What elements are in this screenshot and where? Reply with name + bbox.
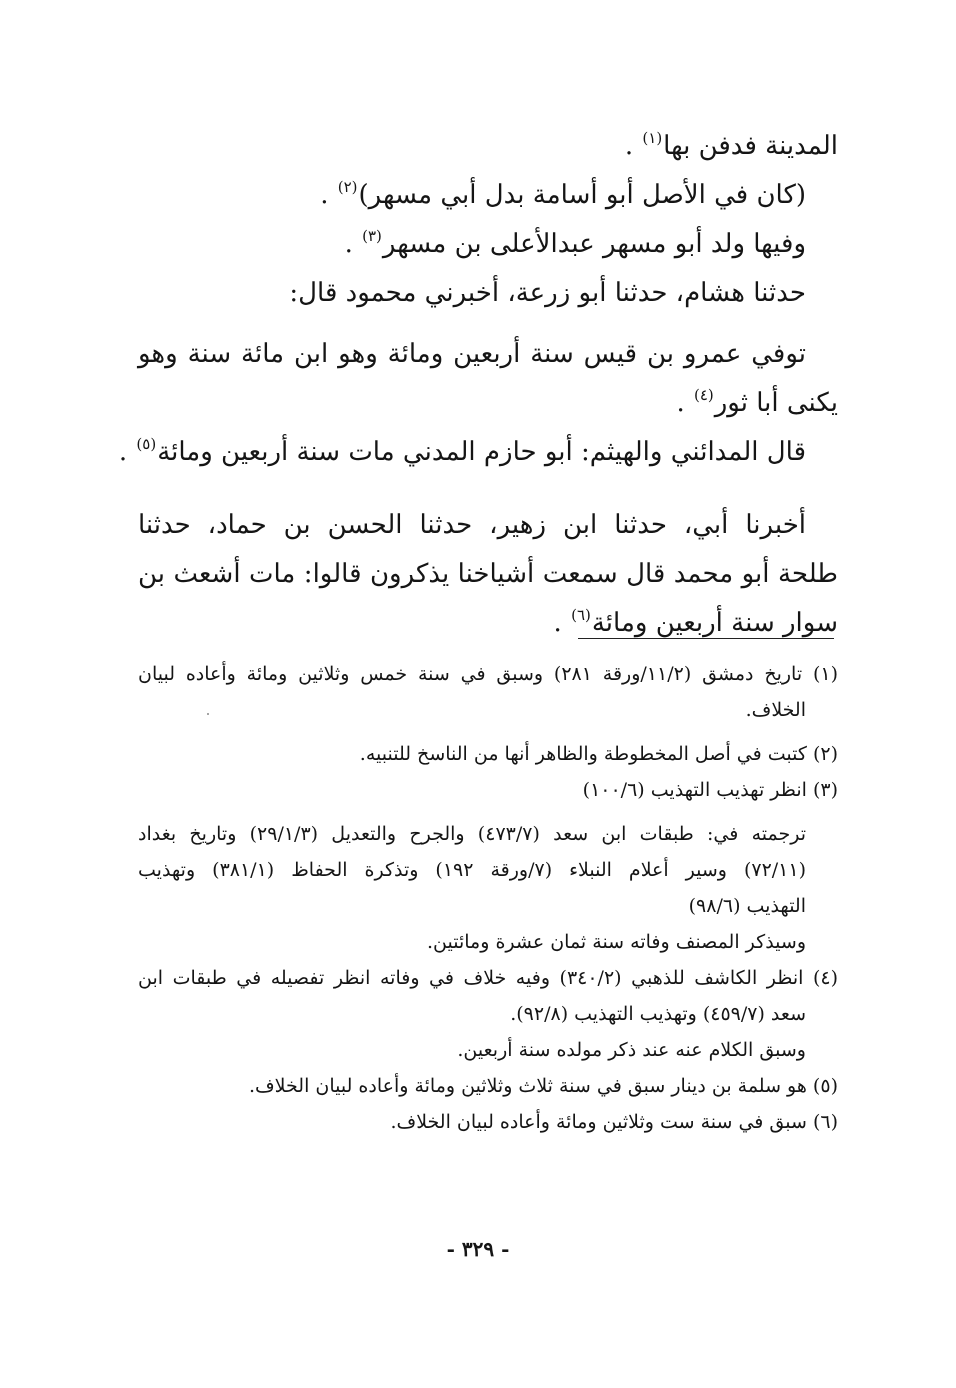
main-line: أخبرنا أبي، حدثنا ابن زهير، حدثنا الحسن بن حماد، حدثنا: [138, 510, 806, 540]
footnotes: [138, 656, 838, 1140]
footnote-divider: [578, 638, 834, 639]
text-span: قال المدائني والهيثم: أبو حازم المدني مات سنة أربعين ومائة: [157, 437, 806, 467]
footnote-line: (٢) كتبت في أصل المخطوطة والظاهر أنها من الناسخ للتنبيه.: [359, 743, 838, 765]
footnote-line: سعد (٤٥٩/٧) وتهذيب التهذيب (٩٢/٨).: [510, 1003, 806, 1025]
footnote-line: وسبق الكلام عنه عند ذكر مولده سنة أربعين.: [457, 1039, 806, 1061]
page-number: - ٣٢٩ -: [446, 1237, 510, 1261]
main-line: [138, 599, 838, 648]
text-span: يكنى أبا ثور: [714, 388, 838, 418]
footnote-ref[interactable]: (٢): [337, 178, 358, 196]
footnote-line: (٤) انظر الكاشف للذهبي (٣٤٠/٢) وفيه خلاف في وفاته انظر تفصيله في طبقات ابن: [138, 967, 838, 989]
footnote-ref[interactable]: (٦): [571, 606, 591, 624]
footnote-ref[interactable]: (٤): [693, 386, 714, 404]
text-span: .: [344, 229, 362, 259]
footnote-ref[interactable]: (١): [642, 129, 663, 147]
footnote-ref[interactable]: (٣): [362, 227, 382, 245]
footnote-ref[interactable]: (٥): [136, 435, 157, 453]
footnote-line: الخلاف.: [745, 699, 806, 721]
text-span: المدينة فدفن بها: [663, 131, 838, 161]
footnote-line: (٦) سبق في سنة ست وثلاثين ومائة وأعاده لبيان الخلاف.: [390, 1111, 838, 1133]
text-span: .: [676, 388, 693, 418]
footnote-line: (١) تاريخ دمشق (١١/٢/ورقة ٢٨١) وسبق في سنة خمس وثلاثين ومائة وأعاده لبيان: [138, 663, 839, 685]
footnote-line: (٧٢/١١) وسير أعلام النبلاء (٧/ورقة ١٩٢) وتذكرة الحفاظ (٣٨١/١) وتهذيب: [138, 859, 807, 881]
footnote-line: (٣) انظر تهذيب التهذيب (١٠٠/٦): [582, 779, 838, 801]
scan-speck: [207, 713, 209, 715]
main-text: [118, 122, 838, 648]
footnote-line: (٥) هو سلمة بن دينار سبق في سنة ثلاث وثلاثين ومائة وأعاده لبيان الخلاف.: [248, 1075, 838, 1097]
main-line: [138, 122, 838, 171]
main-line: طلحة أبو محمد قال سمعت أشياخنا يذكرون قالوا: مات أشعث بن: [138, 559, 838, 589]
text-span: (كان في الأصل أبو أسامة بدل أبي مسهر): [358, 180, 806, 210]
main-line: توفي عمرو بن قيس سنة أربعين ومائة وهو ابن مائة سنة وهو: [138, 339, 806, 369]
text-span: وفيها ولد أبو مسهر عبدالأعلى بن مسهر: [382, 229, 806, 259]
main-line: [138, 379, 838, 428]
text-span: .: [624, 131, 642, 161]
footnote-line: ترجمته في: طبقات ابن سعد (٤٧٣/٧) والجرح والتعديل (٢٩/١/٣) وتاريخ بغداد: [138, 823, 807, 845]
main-line: حدثنا هشام، حدثنا أبو زرعة، أخبرني محمود قال:: [289, 278, 806, 308]
text-span: .: [118, 437, 136, 467]
text-span: .: [553, 608, 571, 638]
main-line: [138, 220, 838, 269]
text-span: .: [320, 180, 337, 210]
text-span: سوار سنة أربعين ومائة: [591, 608, 838, 638]
footnote-line: وسيذكر المصنف وفاته سنة ثمان عشرة ومائتين.: [427, 931, 806, 953]
main-line: [138, 171, 838, 220]
footnote-line: التهذيب (٩٨/٦): [688, 895, 806, 917]
main-line: [118, 428, 838, 477]
